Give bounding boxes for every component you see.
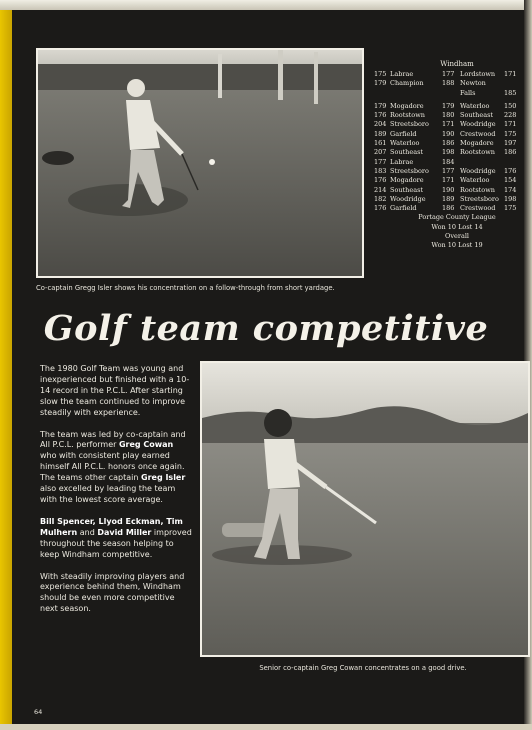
opponent-name: Southeast (390, 148, 424, 157)
page-top-edge (0, 0, 532, 10)
page-number: 64 (34, 708, 43, 716)
score-row (374, 158, 522, 167)
opponent-score (442, 89, 460, 98)
paragraph-3 (40, 517, 192, 561)
opponent-score: 184 (442, 157, 455, 166)
article-headline: Golf team competitive (43, 308, 489, 349)
league-record: Won 10 Lost 14 (431, 222, 483, 231)
paragraph-2-text: The team was led by co-captain and All P.C.L. performer (40, 429, 186, 450)
scoreboard (374, 60, 522, 251)
opponent-score: 177 (442, 70, 455, 78)
overall-record: Won 10 Lost 19 (431, 241, 483, 250)
opponent-name: Mogadore (460, 139, 494, 148)
opponent-name: Woodridge (390, 194, 426, 203)
opponent-name: Woodridge (460, 120, 496, 129)
opponent-name: Waterloo (460, 101, 490, 110)
player-name: Greg Cowan (118, 440, 174, 450)
opponent-name: Mogadore (390, 176, 424, 185)
opponent-name: Newton (460, 79, 486, 88)
photo-golfer-chipping-image (38, 50, 362, 276)
opponent-name: Streetsboro (390, 120, 429, 129)
opponent-score: 179 (442, 101, 455, 110)
opponent-name: Woodridge (460, 166, 496, 175)
page-bottom-edge (0, 724, 532, 730)
opponent-name: Waterloo (460, 176, 490, 185)
opponent-name: Rootstown (390, 111, 425, 120)
opponent-score: 175 (504, 129, 517, 138)
opponent-name: Southeast (460, 111, 494, 120)
opponent-score: 189 (442, 194, 455, 203)
opponent-score: 174 (504, 185, 517, 194)
windham-score: 179 (374, 79, 387, 88)
paragraph-2-text: also excelled by leading the team with the lowest score average. (40, 484, 176, 504)
windham-score: 207 (374, 148, 387, 157)
windham-score: 176 (374, 176, 387, 185)
overall-label: Overall (445, 232, 469, 241)
opponent-score: 171 (504, 70, 517, 78)
windham-score: 189 (374, 129, 387, 138)
opponent-name: Garfield (390, 204, 417, 213)
score-row (374, 167, 522, 176)
opponent-name: Crestwood (460, 204, 496, 213)
score-row (374, 89, 522, 98)
opponent-name: Mogadore (390, 101, 424, 110)
opponent-name: Rootstown (460, 148, 495, 157)
opponent-score (504, 79, 518, 88)
opponent-score: 186 (442, 139, 455, 148)
opponent-score: 171 (442, 120, 455, 129)
windham-score: 214 (374, 185, 387, 194)
score-row (374, 70, 522, 79)
opponent-score: 228 (504, 111, 517, 120)
opponent-score: 176 (504, 166, 517, 175)
score-row (374, 111, 522, 120)
score-row (374, 176, 522, 185)
opponent-score: 186 (504, 148, 517, 157)
windham-score: 175 (374, 70, 387, 78)
windham-score: 176 (374, 111, 387, 120)
player-name: David Miller (97, 527, 152, 537)
opponent-score: 190 (442, 185, 455, 194)
opponent-score: 197 (504, 139, 517, 148)
photo-caption-top: Co-captain Gregg Isler shows his concentration on a follow-through from short yardage. (36, 284, 335, 292)
windham-score: 183 (374, 166, 387, 175)
opponent-name: Southeast (390, 185, 424, 194)
opponent-name: Lordstown (460, 70, 496, 78)
opponent-name: Waterloo (390, 139, 420, 148)
opponent-score: 185 (504, 88, 517, 97)
opponent-score: 171 (504, 120, 517, 129)
opponent-score: 186 (442, 204, 455, 213)
player-name: Greg Isler (141, 473, 186, 483)
opponent-name: Rootstown (460, 185, 495, 194)
paragraph-2 (40, 430, 192, 506)
opponent-name: Streetsboro (460, 194, 499, 203)
opponent-name: Champion (390, 79, 424, 88)
opponent-score: 198 (442, 148, 455, 157)
opponent-name: Garfield (390, 129, 417, 138)
photo-golfer-driving (200, 361, 530, 657)
score-row (374, 186, 522, 195)
score-row (374, 195, 522, 204)
opponent-name: Crestwood (460, 129, 496, 138)
opponent-name: Streetsboro (390, 166, 429, 175)
windham-score: 179 (374, 101, 387, 110)
score-row (374, 79, 522, 88)
opponent-score: 190 (442, 129, 455, 138)
opponent-score: 198 (504, 194, 517, 203)
opponent-score: 154 (504, 176, 517, 185)
opponent-name: Falls (460, 88, 476, 97)
windham-score: 177 (374, 157, 387, 166)
article-body (40, 364, 192, 626)
score-row (374, 102, 522, 111)
score-row (374, 148, 522, 157)
windham-score (374, 89, 390, 98)
opponent-score: 177 (442, 166, 455, 175)
paragraph-4: With steadily improving players and experience behind them, Windham should be even more competitive next season. (40, 571, 185, 614)
score-row (374, 204, 522, 213)
opponent-score: 150 (504, 101, 517, 110)
paragraph-3-text: improved throughout the season helping to keep Windham competitive. (40, 527, 192, 559)
opponent-score: 171 (442, 176, 455, 185)
player-names: Bill Spencer, Llyod Eckman, Tim Mulhern (40, 516, 183, 537)
windham-score: 161 (374, 139, 387, 148)
windham-score: 204 (374, 120, 387, 129)
paragraph-1: The 1980 Golf Team was young and inexperienced but finished with a 10-14 record in the P.C.L. After starting slow the team continued to improve steadily with experience. (40, 364, 190, 417)
photo-golfer-chipping (36, 48, 364, 278)
windham-score: 182 (374, 194, 387, 203)
opponent-score (504, 158, 518, 167)
score-row (374, 130, 522, 139)
windham-score: 176 (374, 204, 387, 213)
opponent-score: 175 (504, 204, 517, 213)
paragraph-3-text: and (77, 527, 98, 537)
opponent-name (460, 158, 504, 167)
yellow-page-edge (0, 0, 12, 730)
photo-caption-bottom: Senior co-captain Greg Cowan concentrates on a good drive. (259, 664, 467, 672)
paragraph-2-text: who with consistent play earned himself All P.C.L. honors once again. The teams other captain (40, 451, 185, 483)
photo-golfer-driving-image (202, 363, 528, 655)
opponent-name: Labrae (390, 70, 414, 78)
scoreboard-team-name: Windham (440, 60, 474, 68)
score-row (374, 139, 522, 148)
league-name: Portage County League (418, 213, 496, 222)
opponent-name: Labrae (390, 157, 414, 166)
opponent-score: 180 (442, 111, 455, 120)
score-row (374, 120, 522, 129)
opponent-name (390, 89, 442, 98)
opponent-score: 188 (442, 79, 455, 88)
